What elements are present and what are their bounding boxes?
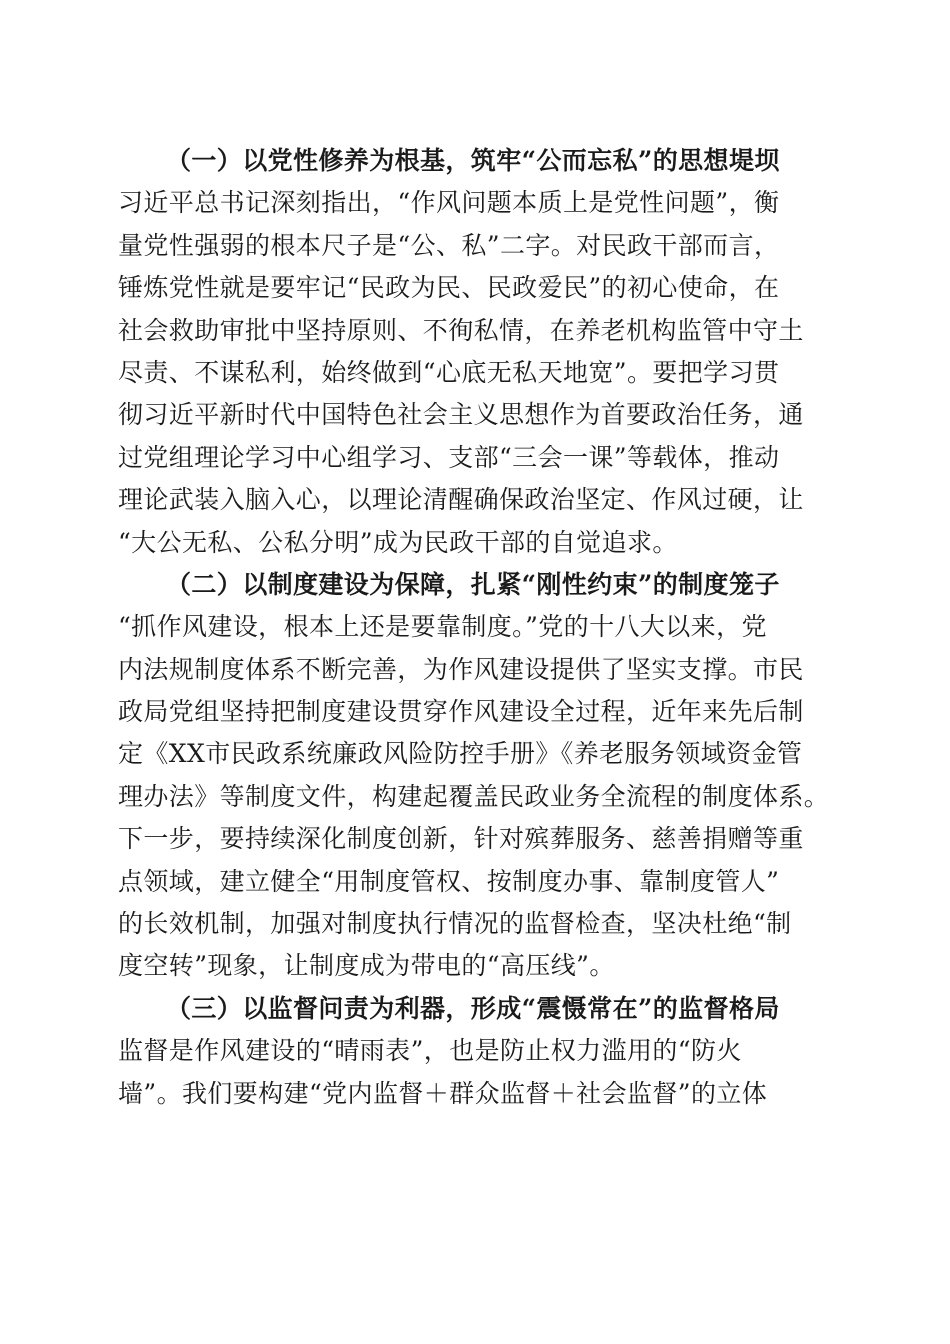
section-1-line: 尽责、不谋私利，始终做到“心底无私天地宽”。要把学习贯 bbox=[118, 357, 780, 387]
section-3-line: 监督是作风建设的“晴雨表”，也是防止权力滥用的“防火 bbox=[118, 1036, 742, 1066]
section-1-line: “大公无私、公私分明”成为民政干部的自觉追求。 bbox=[118, 527, 678, 557]
section-2-line: 定《XX市民政系统廉政风险防控手册》《养老服务领域资金管 bbox=[118, 739, 803, 769]
section-1-line: 理论武装入脑入心，以理论清醒确保政治坚定、作风过硬，让 bbox=[118, 485, 804, 515]
section-2-line: “抓作风建设，根本上还是要靠制度。”党的十八大以来，党 bbox=[118, 612, 767, 642]
document-body bbox=[118, 140, 830, 1115]
section-1-line: 锤炼党性就是要牢记“民政为民、民政爱民”的初心使命，在 bbox=[118, 273, 780, 303]
section-1-line: 社会救助审批中坚持原则、不徇私情，在养老机构监管中守土 bbox=[118, 315, 804, 345]
section-2-line: 政局党组坚持把制度建设贯穿作风建设全过程，近年来先后制 bbox=[118, 697, 804, 727]
section-2-line: 的长效机制，加强对制度执行情况的监督检查，坚决杜绝“制 bbox=[118, 909, 792, 939]
section-1-line: 彻习近平新时代中国特色社会主义思想作为首要政治任务，通 bbox=[118, 400, 804, 430]
section-2-line: 理办法》等制度文件，构建起覆盖民政业务全流程的制度体系。 bbox=[118, 781, 830, 811]
section-2-line: 内法规制度体系不断完善，为作风建设提供了坚实支撑。市民 bbox=[118, 654, 804, 684]
section-2-line: 下一步，要持续深化制度创新，针对殡葬服务、慈善捐赠等重 bbox=[118, 824, 804, 854]
section-2-line: 点领域，建立健全“用制度管权、按制度办事、靠制度管人” bbox=[118, 866, 780, 896]
section-1-line: 量党性强弱的根本尺子是“公、私”二字。对民政干部而言， bbox=[118, 230, 780, 260]
section-1-heading: （一）以党性修养为根基，筑牢“公而忘私”的思想堤坝 bbox=[166, 146, 780, 175]
section-1-line: 习近平总书记深刻指出，“作风问题本质上是党性问题”，衡 bbox=[118, 188, 780, 218]
section-2-heading: （二）以制度建设为保障，扎紧“刚性约束”的制度笼子 bbox=[166, 569, 780, 599]
section-1-line: 过党组理论学习中心组学习、支部“三会一课”等载体，推动 bbox=[118, 442, 780, 472]
section-2-line: 度空转”现象，让制度成为带电的“高压线”。 bbox=[118, 951, 615, 981]
section-3-line: 墙”。我们要构建“党内监督＋群众监督＋社会监督”的立体 bbox=[118, 1078, 768, 1108]
section-3-heading: （三）以监督问责为利器，形成“震慑常在”的监督格局 bbox=[166, 993, 780, 1023]
